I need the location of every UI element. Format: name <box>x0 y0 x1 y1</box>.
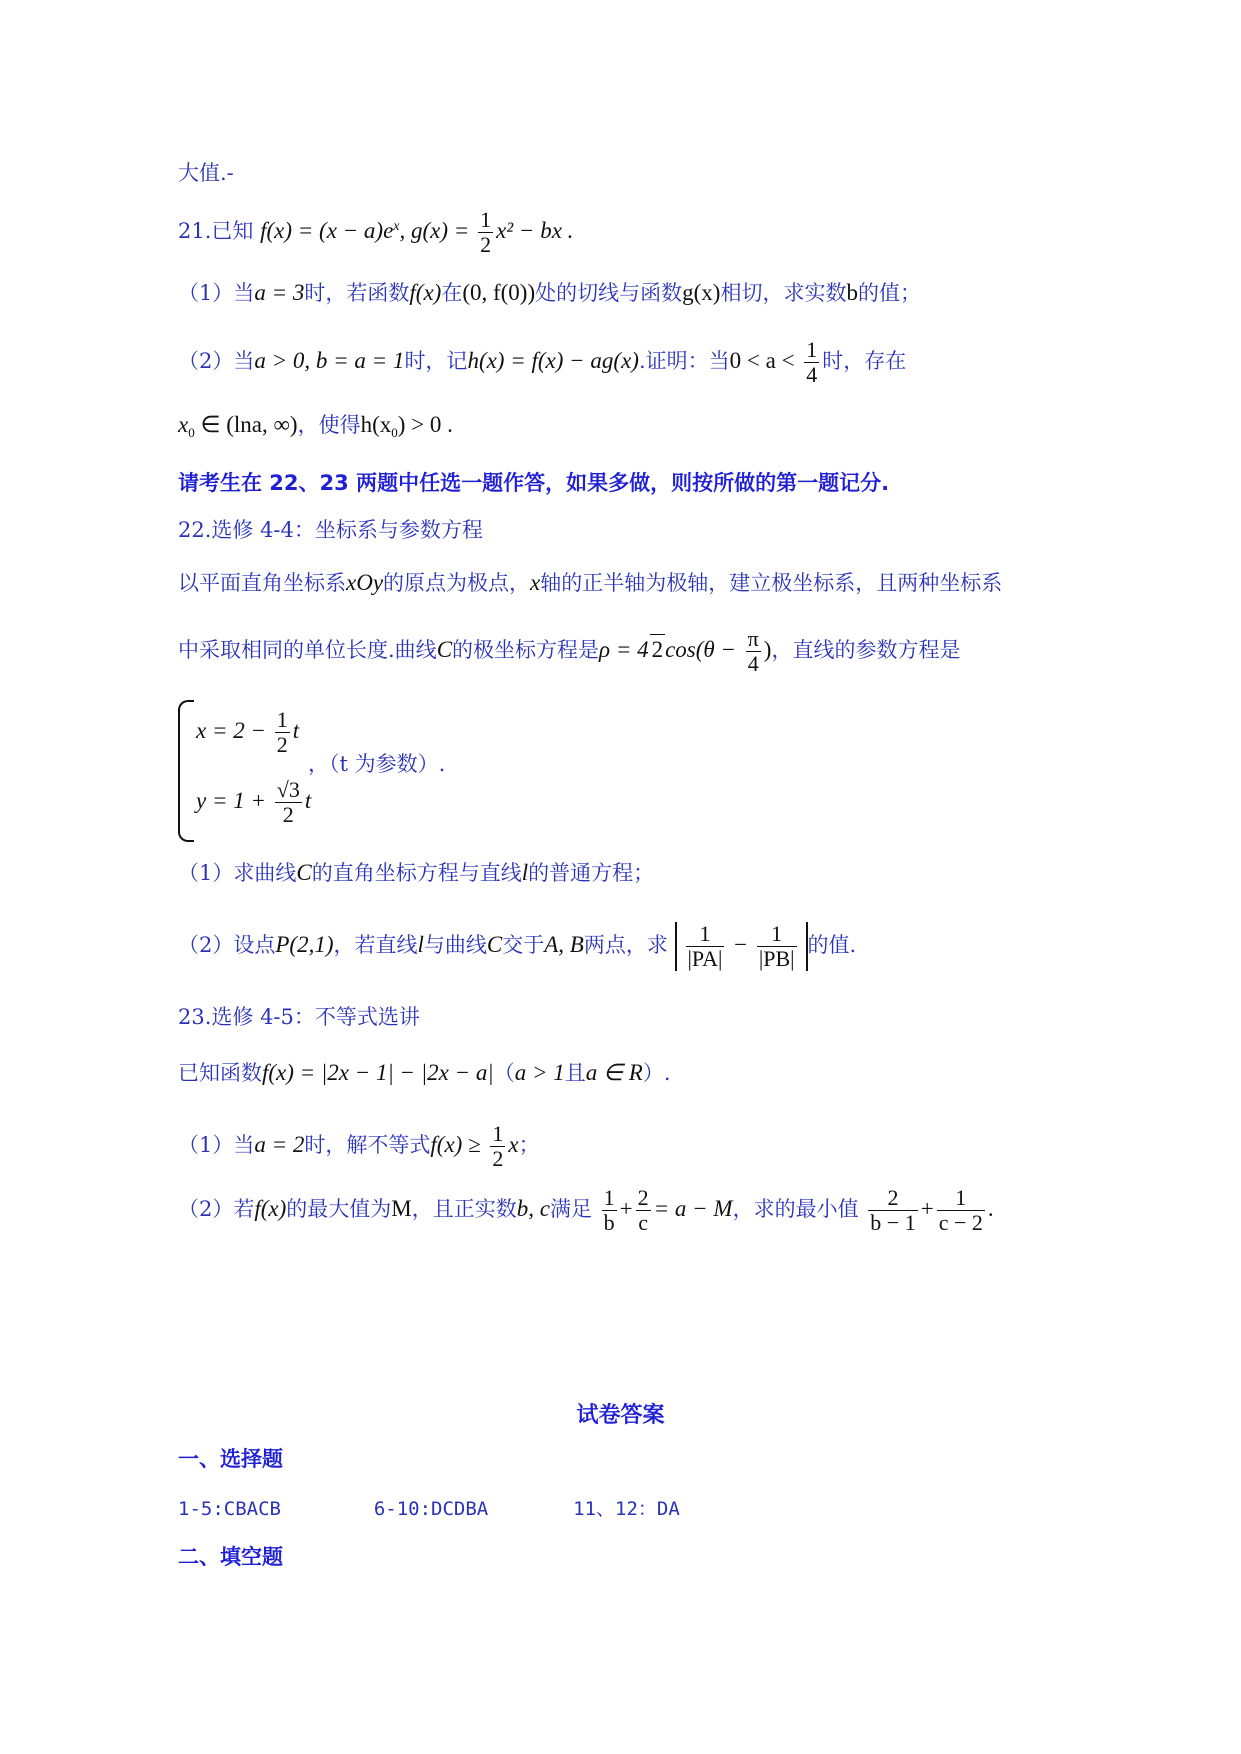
section-heading-fill: 二、填空题 <box>178 1545 283 1569</box>
question-22-title: 22.选修 4-4：坐标系与参数方程 <box>178 518 483 542</box>
question-number: 21.已知 <box>178 219 254 243</box>
section-heading-choice: 一、选择题 <box>178 1447 283 1471</box>
question-21-stem: 21.已知 $f(x) = (x - a)e^x$, g(x) = $\frac{1}{2}$ x² − bx . <box>178 207 574 257</box>
math-expression: f(x) = (x − a)e <box>260 218 394 243</box>
fraction: $\frac{1}{4}$ <box>806 337 818 387</box>
answers-title: 试卷答案 <box>576 1403 665 1428</box>
question-23-title: 23.选修 4-5：不等式选讲 <box>178 1005 420 1029</box>
text-fragment: 大值.- <box>178 161 234 185</box>
question-22-part-1: （1）求曲线C的直角坐标方程与直线l的普通方程； <box>178 860 655 885</box>
fraction: $\frac{\pi}{4}$ <box>747 626 759 676</box>
question-21-part-2: （2）当a > 0, b = a = 1时，记h(x) = f(x) − ag(x).证明：当0 < a < $\frac{1}{4}$ 时，存在 <box>178 337 907 387</box>
answer-group: 11、12：DA <box>573 1498 680 1520</box>
question-22-stem-line-2: 中采取相同的单位长度.曲线C的极坐标方程是ρ = 4 2cos(θ − $\frac{\pi}{4}$ )，直线的参数方程是 <box>178 626 961 676</box>
question-21-part-1: （1）当a = 3时，若函数f(x)在(0, f(0))处的切线与函数g(x)相切，求实数b的值； <box>178 280 921 305</box>
question-21-part-2-cont: $x_0$ ∈ (lna, ∞)，使得$h(x_0) > 0$ . <box>178 412 453 441</box>
answer-group: 6-10:DCDBA <box>373 1498 489 1520</box>
exam-notice: 请考生在 22、23 两题中任选一题作答，如果多做，则按所做的第一题记分. <box>178 471 890 495</box>
question-23-part-2: （2）若f(x)的最大值为M，且正实数b, c满足 $\frac{1}{b}$ + $\frac{2}{c}$ = a − M，求的最小值 $\frac{2}{b - 1}$ + $\frac{1}{c - 2}$ . <box>178 1185 994 1235</box>
math-expression: x² − bx . <box>496 218 574 243</box>
answer-row <box>178 1494 680 1524</box>
question-23-part-1: （1）当a = 2时，解不等式f(x) ≥ $\frac{1}{2}$ x； <box>178 1121 540 1171</box>
question-22-part-2: （2）设点P(2,1)，若直线l与曲线C交于A, B两点，求 $\frac{1}{|PA|}$ − $\frac{1}{|PB|}$ 的值. <box>178 921 857 971</box>
question-23-stem: 已知函数f(x) = |2x − 1| − |2x − a|（a > 1且a ∈ R）. <box>178 1060 671 1085</box>
system-equation-x: x = 2 − $\frac{1}{2}$ t <box>196 707 300 757</box>
math-expression: , g(x) = <box>399 218 476 243</box>
absolute-value: $\frac{1}{|PA|}$ − $\frac{1}{|PB|}$ <box>675 922 808 971</box>
system-equation-y: y = 1 + $\frac{√3}{2}$ t <box>196 777 312 827</box>
question-22-stem-line-1: 以平面直角坐标系xOy的原点为极点，x轴的正半轴为极轴，建立极坐标系，且两种坐标系 <box>178 570 1003 595</box>
system-brace <box>178 700 194 842</box>
parameter-note: ，（t 为参数）. <box>308 752 446 776</box>
answer-group: 1-5:CBACB <box>178 1498 281 1520</box>
text-line <box>178 158 234 188</box>
fraction: $\frac{1}{2}$ <box>480 207 492 257</box>
